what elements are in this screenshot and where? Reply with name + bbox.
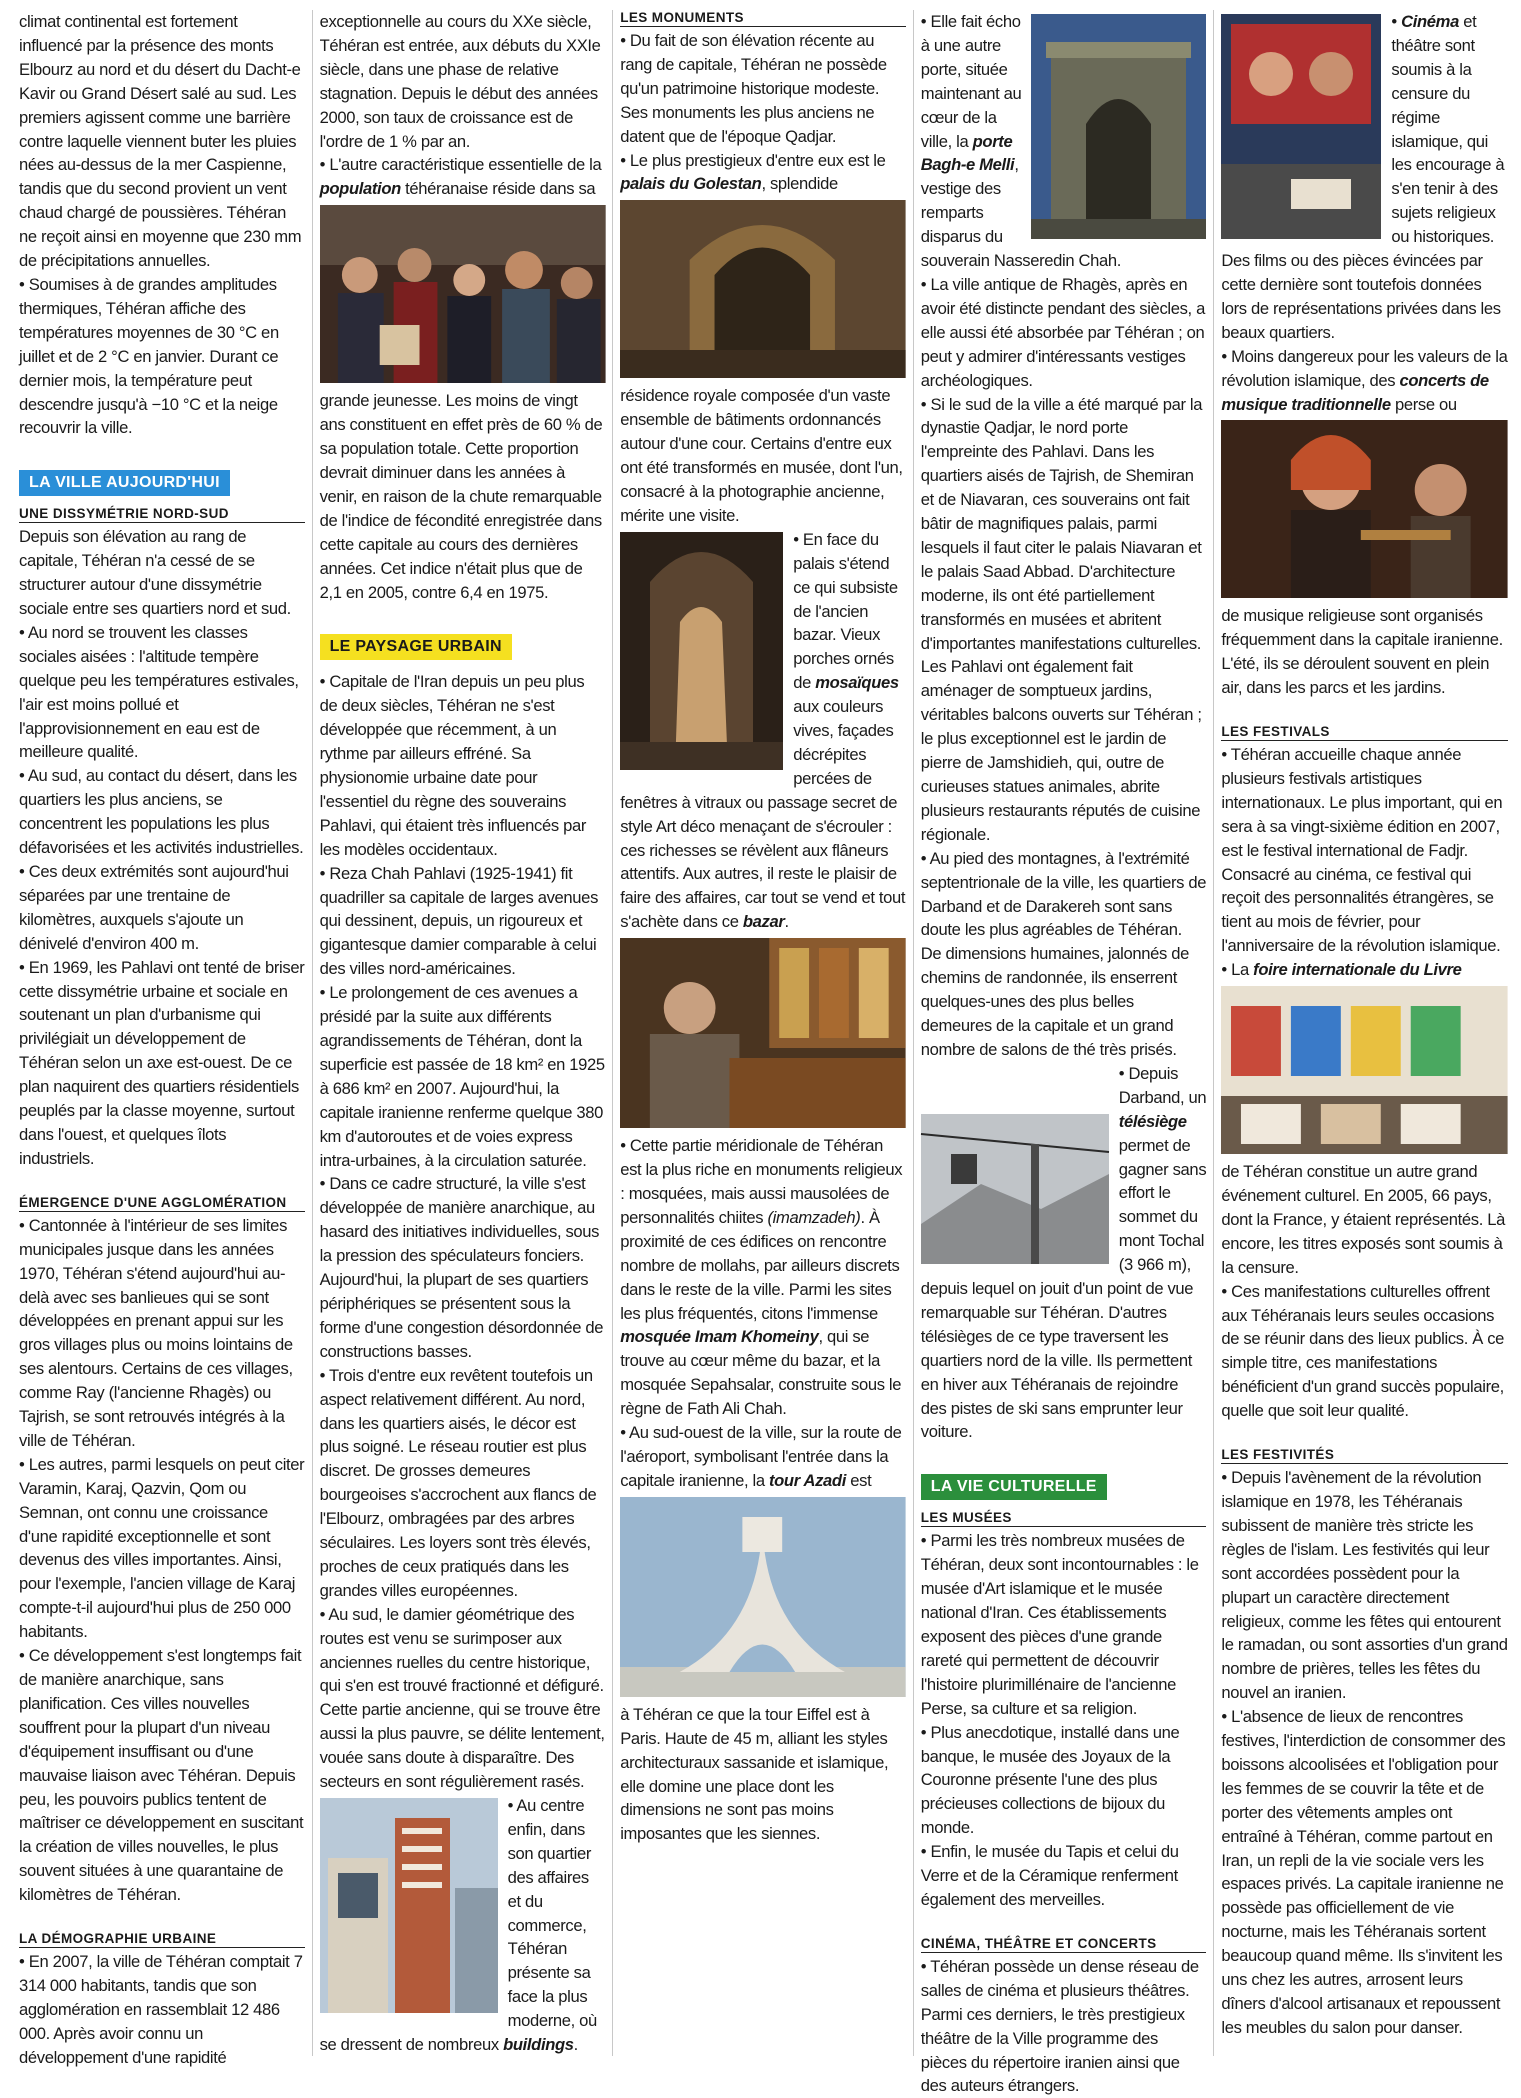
column-3	[613, 10, 914, 2056]
paragraph: • En 1969, les Pahlavi ont tenté de briser cette dissymétrie urbaine et sociale en soutenant un plan d'urbanisme qui privilégiait un développement de Téhéran selon un axe est-ouest. De ce plan naquirent des quartiers résidentiels peuplés par la classe moyenne, surtout dans l'ouest, et quelques îlots industriels.	[19, 956, 305, 1171]
keyword: porte Bagh-e Melli	[920, 131, 1015, 175]
paragraph: • Cantonnée à l'intérieur de ses limites municipales jusque dans les années 1970, Téhéran s'étend aujourd'hui au-delà avec ses banlieues qui se sont développées en prenant appui sur les gros villages plus ou moins lointains de ses alentours. Certains de ces villages, comme Ray (l'ancienne Rhagès) ou Tajrish, se sont retrouvés intégrés à la ville de Téhéran.	[19, 1214, 305, 1453]
paragraph: • Depuis l'avènement de la révolution islamique en 1978, les Téhéranais subissent de manière très stricte les règles de l'islam. Les festivités qui leur sont accordées possèdent pour la plupart un caractère directement religieux, comme les fêtes qui entourent le ramadan, ou sont assorties d'un grand nombre de prières, telles les fêtes du nouvel an iranien.	[1221, 1466, 1508, 1705]
paragraph: • Téhéran accueille chaque année plusieurs festivals artistiques internationaux. Le plus important, qui en sera à sa vingt-sixième édition en 2007, est le festival international de Fadjr. Consacré au cinéma, ce festival qui reçoit des personnalités étrangères, se tient au mois de février, pour l'anniversaire de la révolution islamique.	[1221, 743, 1508, 958]
keyword: Cinéma	[1401, 12, 1459, 31]
subheading-demographie: LA DÉMOGRAPHIE URBAINE	[19, 1931, 305, 1948]
subheading-festivites: LES FESTIVITÉS	[1221, 1447, 1508, 1464]
paragraph: • Plus anecdotique, installé dans une banque, le musée des Joyaux de la Couronne présente l'une des plus précieuses collections de bijoux du monde.	[921, 1721, 1207, 1841]
photo-chairlift	[921, 1114, 1109, 1264]
keyword: buildings	[503, 2035, 574, 2055]
paragraph: • L'absence de lieux de rencontres festives, l'interdiction de consommer des boissons alcoolisées et l'obligation pour les femmes de se couvrir la tête et de porter des vêtements amples ont entraîné à Téhéran, comme partout en Iran, un repli de la vie sociale vers les espaces privés. La capitale iranienne ne possède pas officiellement de vie nocturne, mais les Téhéranais sortent beaucoup quand même. Ils s'invitent les uns chez les autres, arrosent leurs dîners d'alcool artisanaux et repoussent les meubles du salon pour danser.	[1221, 1705, 1508, 2040]
keyword: concerts de musique traditionnelle	[1221, 370, 1489, 414]
paragraph: • Parmi les très nombreux musées de Téhéran, deux sont incontournables : le musée d'Art islamique et le musée national d'Iran. Ces établissements exposent des pièces d'une grande rareté qui permettent de découvrir l'histoire plurimillénaire de l'ancienne Perse, sa culture et sa religion.	[921, 1529, 1207, 1720]
text: et théâtre sont soumis à la censure du régime islamique, qui les encourage à s'en tenir à des sujets religieux ou historiques. Des films ou des pièces évincées par cette dernière sont toutefois données lors de représentations privées dans les beaux quartiers.	[1221, 12, 1505, 342]
keyword: bazar	[742, 912, 785, 932]
paragraph: • Au sud, le damier géométrique des routes est venu se surimposer aux anciennes ruelles du centre historique, qui s'en est trouvé fractionné et défiguré. Cette partie ancienne, qui se trouve être aussi la plus pauvre, se délite lentement, vouée sans doute à disparaître. Des secteurs en sont régulièrement rasés.	[320, 1603, 606, 1794]
keyword: télésiège	[1118, 1111, 1187, 1131]
paragraph: de musique religieuse sont organisés fréquemment dans la capitale iranienne. L'été, ils se déroulent souvent en plein air, dans les parcs et les jardins.	[1221, 606, 1503, 698]
paragraph: • Dans ce cadre structuré, la ville s'est développée de manière anarchique, au hasard des initiatives individuelles, sous la pression des spéculateurs fonciers. Aujourd'hui, la plupart de ses quartiers périphériques se présentent sous la forme d'une congestion désordonnée de constructions basses.	[320, 1172, 606, 1363]
paragraph: de Téhéran constitue un autre grand événement culturel. En 2005, 66 pays, dont la France, y étaient représentés. Là encore, les titres exposés sont soumis à la censure.	[1221, 1162, 1505, 1277]
photo-cinema-poster	[1221, 14, 1381, 239]
subheading-dissymetrie: UNE DISSYMÉTRIE NORD-SUD	[19, 506, 305, 523]
section-heading-vie-culturelle: LA VIE CULTURELLE	[921, 1474, 1107, 1500]
photo-bazar-passage	[620, 532, 783, 770]
photo-golestan-palace	[620, 200, 906, 378]
text: , qui se trouve au cœur même du bazar, et la mosquée Sepahsalar, construite sous le règne de Fath Ali Chah.	[620, 1327, 902, 1419]
paragraph: • Le prolongement de ces avenues a présidé par la suite aux différents agrandissements de Téhéran, dont la superficie est passée de 18 km² en 1925 à 686 km² en 2007. Aujourd'hui, la capitale iranienne renferme quelque 380 km d'autoroutes et de voies express intra-urbaines, à la circulation saturée.	[320, 981, 606, 1172]
photo-azadi-tower	[620, 1497, 906, 1697]
section-heading-paysage-urbain: LE PAYSAGE URBAIN	[320, 634, 512, 660]
photo-bazar-merchant	[620, 938, 906, 1128]
column-2	[313, 10, 614, 2056]
paragraph: • Reza Chah Pahlavi (1925-1941) fit quadriller sa capitale de larges avenues qui dessinent, depuis, un rigoureux et gigantesque damier comparable à celui des villes nord-américaines.	[320, 862, 606, 982]
paragraph: exceptionnelle au cours du XXe siècle, Téhéran est entrée, aux débuts du XXIe siècle, dans une phase de relative stagnation. Depuis le début des années 2000, son taux de croissance est de l'ordre de 1 % par an.	[319, 12, 601, 151]
text: Le plus prestigieux d'entre eux est le	[629, 150, 886, 170]
keyword: foire internationale du Livre	[1253, 960, 1462, 980]
paragraph	[1221, 345, 1508, 417]
text: , splendide	[761, 174, 838, 194]
paragraph: • Soumises à de grandes amplitudes thermiques, Téhéran affiche des températures moyennes de 30 °C en juillet et de 2 °C en janvier. Durant ce dernier mois, la température peut descendre jusqu'à −10 °C et la neige recouvrir la ville.	[19, 273, 305, 440]
column-1	[12, 10, 313, 2067]
paragraph: • Trois d'entre eux revêtent toutefois un aspect relativement différent. Au nord, dans les quartiers aisés, le décor est plus soigné. Le réseau routier est plus discret. De grosses demeures bourgeoises s'accrochent aux flancs de l'Elbourz, ombragées par des arbres séculaires. Les loyers sont très élevés, proches de ceux pratiqués dans les grandes villes européennes.	[320, 1364, 606, 1603]
text: .	[784, 912, 789, 932]
column-4	[914, 10, 1215, 2096]
text: Au sud-ouest de la ville, sur la route de l'aéroport, symbolisant l'entrée dans la capitale iranienne, la	[620, 1423, 902, 1490]
paragraph: • Ces manifestations culturelles offrent aux Téhéranais leurs seules occasions de se réunir dans des lieux publics. À ce simple titre, ces manifestations bénéficient d'un grand succès populaire, quelle que soit leur qualité.	[1221, 1280, 1508, 1423]
paragraph	[620, 1421, 906, 1493]
text: L'autre caractéristique essentielle de la	[329, 155, 602, 175]
text: Cette partie méridionale de Téhéran est la plus riche en monuments religieux : mosquées, mais aussi mausolées de personnalités chiites	[620, 1136, 903, 1227]
text: Au centre enfin, dans son quartier des affaires et du commerce, Téhéran présente sa face la plus moderne, où se dressent de nombreux	[319, 1796, 597, 2055]
paragraph: • Si le sud de la ville a été marqué par la dynastie Qadjar, le nord porte l'empreinte des Pahlavi. Dans les quartiers aisés de Tajrish, de Shemiran et de Niavaran, ces souverains ont fait bâtir de magnifiques palais, parmi lesquels il faut citer le palais Niavaran et le palais Saad Abbad. D'architecture moderne, ils ont été partiellement transformés en musées et abritent d'importantes manifestations culturelles. Les Pahlavi ont également fait aménager de somptueux jardins, véritables balcons ouverts sur Téhéran ; le plus exceptionnel est le jardin de pierre de Jamshidieh, qui, outre de curieuses statues animales, abrite plusieurs restaurants réputés de cuisine régionale.	[921, 393, 1207, 847]
paragraph: • Ces deux extrémités sont aujourd'hui séparées par une trentaine de kilomètres, auxquels s'ajoute un dénivelé d'environ 400 m.	[19, 860, 305, 956]
text: perse ou	[1390, 394, 1457, 414]
paragraph: climat continental est fortement influencé par la présence des monts Elbourz au nord et du désert du Dacht-e Kavir ou Grand Désert salé au sud. Les premiers agissent comme une barrière contre laquelle viennent buter les pluies nées au-dessus de la mer Caspienne, tandis que du second provient un vent chaud chargé de poussières. Téhéran ne reçoit ainsi en moyenne que 230 mm de précipitations annuelles.	[19, 12, 302, 271]
section-heading-ville-aujourdhui: LA VILLE AUJOURD'HUI	[19, 470, 230, 496]
italic-term: (imamzadeh)	[767, 1207, 861, 1227]
paragraph	[320, 153, 606, 201]
keyword: population	[319, 179, 401, 199]
text: . À proximité de ces édifices on rencontre nombre de mollahs, par ailleurs discrets dans le reste de la ville. Parmi les sites les plus fréquentés, citons l'immense	[620, 1207, 900, 1323]
paragraph: • Téhéran possède un dense réseau de salles de cinéma et plusieurs théâtres. Parmi ces derniers, le très prestigieux théâtre de la Ville programme des pièces du répertoire iranien ainsi que des auteurs étrangers.	[921, 1955, 1207, 2098]
subheading-agglomeration: ÉMERGENCE D'UNE AGGLOMÉRATION	[19, 1195, 305, 1212]
subheading-festivals: LES FESTIVALS	[1221, 724, 1508, 741]
keyword: palais du Golestan	[620, 174, 762, 194]
paragraph: • Au nord se trouvent les classes sociales aisées : l'altitude tempère quelque peu les températures estivales, l'air est moins pollué et l'approvisionnement en eau est de meilleure qualité.	[19, 621, 305, 764]
paragraph: • Au sud, au contact du désert, dans les quartiers les plus anciens, se concentrent les populations les plus défavorisées et les activités industrielles.	[19, 764, 305, 860]
paragraph: • Enfin, le musée du Tapis et celui du Verre et de la Céramique renferment également des merveilles.	[921, 1840, 1207, 1912]
paragraph: à Téhéran ce que la tour Eiffel est à Paris. Haute de 45 m, alliant les styles architecturaux sassanide et islamique, elle domine une place dont les dimensions ne sont pas moins imposantes que les siennes.	[620, 1704, 889, 1844]
paragraph: grande jeunesse. Les moins de vingt ans constituent en effet près de 60 % de sa population totale. Cette proportion devrait diminuer dans les années à venir, en raison de la chute remarquable de l'indice de fécondité enregistrée dans cette capitale au cours des dernières années. Cet indice n'était plus que de 2,1 en 2005, contre 6,4 en 1975.	[319, 391, 603, 602]
paragraph: • La ville antique de Rhagès, après en avoir été distincte pendant des siècles, a elle aussi été absorbée par Téhéran ; on peut y admirer d'intéressants vestiges archéologiques.	[921, 273, 1207, 393]
keyword: mosquée Imam Khomeiny	[620, 1327, 819, 1347]
paragraph: • Du fait de son élévation récente au rang de capitale, Téhéran ne possède qu'un patrimoine historique modeste. Ses monuments les plus anciens ne datent que de l'époque Qadjar.	[620, 29, 906, 149]
text: aux couleurs vives, façades décrépites percées de fenêtres à vitraux ou passage secret de style Art déco menaçant de s'écrouler : ces richesses se révèlent aux flâneurs attentifs. Aux autres, il reste le plaisir de faire des affaires, car tout se vend et tout s'achète dans ce	[620, 697, 906, 932]
subheading-cinema: CINÉMA, THÉÂTRE ET CONCERTS	[921, 1936, 1207, 1953]
text: La	[1231, 960, 1254, 980]
photo-bagh-e-melli-gate	[1031, 14, 1206, 239]
paragraph: résidence royale composée d'un vaste ensemble de bâtiments ordonnancés autour d'une cour. Certains d'entre eux ont été transformés en musée, dont l'un, consacré à la photographie ancienne, mérite une visite.	[620, 386, 903, 525]
paragraph: • Capitale de l'Iran depuis un peu plus de deux siècles, Téhéran ne s'est développée que récemment, à un rythme par ailleurs effréné. Sa physionomie urbaine date pour l'essentiel du règne des souverains Pahlavi, qui étaient très influencés par les modèles occidentaux.	[320, 670, 606, 861]
paragraph	[620, 1134, 906, 1421]
text: Depuis Darband, un	[1118, 1063, 1207, 1107]
text: Moins dangereux pour les valeurs de la révolution islamique, des	[1221, 346, 1508, 390]
paragraph	[1221, 958, 1508, 982]
paragraph: • Au pied des montagnes, à l'extrémité septentrionale de la ville, les quartiers de Darband et de Darakereh sont sans doute les plus agréables de Téhéran. De dimensions humaines, jalonnés de chemins de randonnée, ils enserrent quelques-unes des plus belles demeures de la capitale et un grand nombre de salons de thé très prisés.	[921, 847, 1207, 1062]
paragraph	[620, 149, 906, 197]
keyword: mosaïques	[815, 673, 899, 693]
photo-business-buildings	[320, 1798, 498, 2013]
text: .	[573, 2035, 578, 2055]
photo-crowd	[320, 205, 606, 383]
text: , vestige des remparts disparus du souverain Nasseredin Chah.	[920, 155, 1122, 271]
photo-musicians	[1221, 420, 1508, 598]
subheading-musees: LES MUSÉES	[921, 1510, 1207, 1527]
paragraph: • En 2007, la ville de Téhéran comptait 7 314 000 habitants, tandis que son agglomération en rassemblait 12 486 000. Après avoir connu un développement d'une rapidité	[19, 1950, 305, 2070]
paragraph: • Ce développement s'est longtemps fait de manière anarchique, sans planification. Ces villes nouvelles souffrent pour la plupart d'un niveau d'équipement insuffisant ou d'une mauvaise liaison avec Téhéran. Depuis peu, les pouvoirs publics tentent de maîtriser ce développement en suscitant la création de villes nouvelles, le plus souvent situées à une quarantaine de kilomètres de Téhéran.	[19, 1644, 305, 1907]
subheading-monuments: LES MONUMENTS	[620, 10, 906, 27]
photo-book-fair	[1221, 986, 1508, 1154]
text: permet de gagner sans effort le sommet du mont Tochal (3 966 m), depuis lequel on jouit d'un point de vue remarquable sur Téhéran. D'autres télésièges de ce type traversent les quartiers nord de la ville. Ils permettent en hiver aux Téhéranais de rejoindre des pistes de ski sans emprunter leur voiture.	[920, 1135, 1207, 1442]
text: En face du palais s'étend ce qui subsiste de l'ancien bazar. Vieux porches ornés de	[793, 529, 898, 693]
text: téhéranaise réside dans sa	[400, 179, 596, 199]
keyword: tour Azadi	[768, 1470, 846, 1490]
column-5	[1214, 10, 1515, 2056]
paragraph: Depuis son élévation au rang de capitale, Téhéran n'a cessé de se structurer autour d'une dissymétrie sociale entre ses quartiers nord et sud.	[19, 527, 291, 619]
text: est	[845, 1470, 872, 1490]
text: Elle fait écho à une autre porte, située maintenant au cœur de la ville, la	[920, 12, 1022, 151]
paragraph: • Les autres, parmi lesquels on peut citer Varamin, Karaj, Qazvin, Qom ou Semnan, ont connu une croissance d'une rapidité exceptionnelle et sont devenus des villes importantes. Ainsi, pour l'exemple, l'ancien village de Karaj compte-t-il aujourd'hui plus de 250 000 habitants.	[19, 1453, 305, 1644]
